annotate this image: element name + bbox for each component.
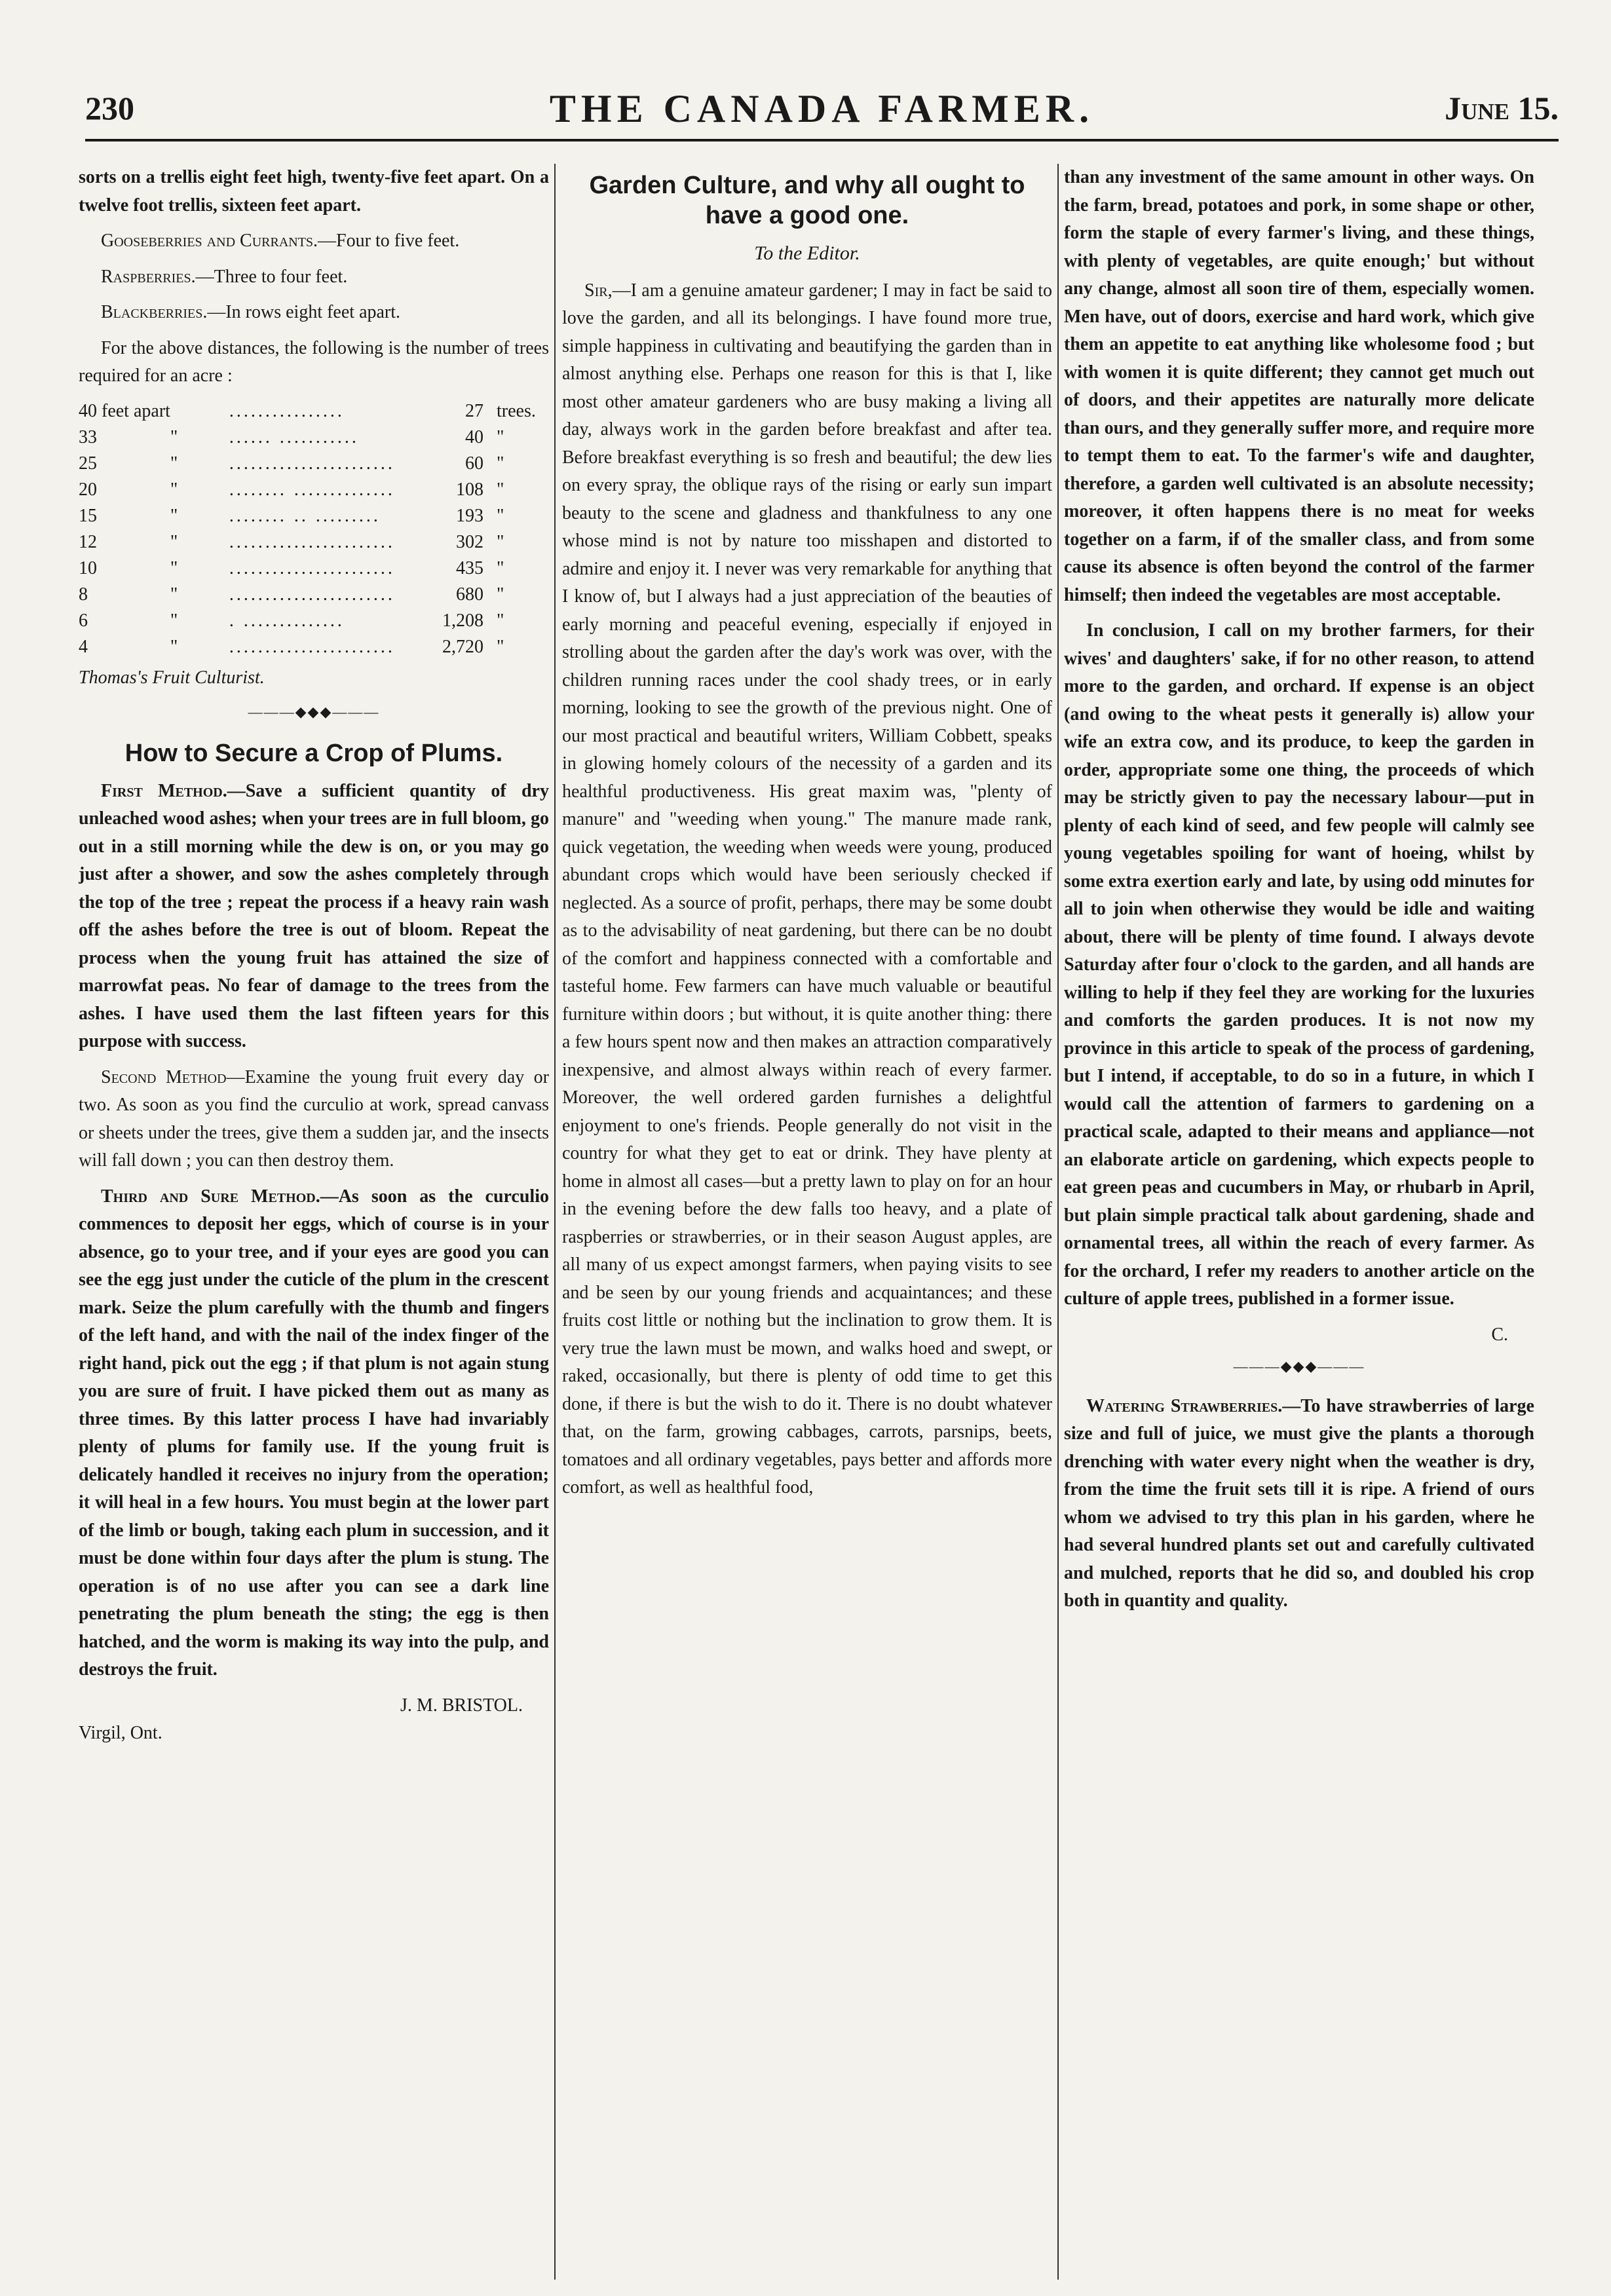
- row-count: 2,720: [442, 636, 483, 657]
- section-ornament: ———◆◆◆———: [248, 704, 380, 720]
- plums-heading: How to Secure a Crop of Plums.: [124, 739, 503, 767]
- garden-letter-text: —I am a genuine amateur gardener; I may in fact be said to love the garden, and all its belongings. I have found more true, simple happiness in cultivating and beautifying the garden than in almost anything else. Perhaps one reason for this is that I, like most other amateur gardeners who are busy making a living all day, always work in the garden before breakfast and after tea. Before breakfast everything is so fresh and beautiful; the dew lies on every spray, the oblique rays of the rising or early sun impart beauty to the scene and gladness and thankfulness to any one whose mind is not by nature too misshapen and distorted to admire and enjoy it. I never was very remarkable for anything that I know of, but I always had a just appreciation of the beauties of early morning and peaceful evening, especially if enjoyed in strolling about the garden after the day's work was over, with the children running races under the cool shady trees, or in early morning, looking to see the growth of the previous night. One of our most practical and beautiful writers, William Cobbett, speaks in glowing homely colours of the necessity of a garden and its healthful productiveness. His great maxim was, "plenty of manure" and "weeding when young." The manure made rank, quick vegetation, the weeding when weeds were young, produced abundant crops which would have been seriously checked if neglected. As a source of profit, perhaps, there may be some doubt as to the advisability of neat gardening, but there can be no doubt of the comfort and happiness connected with a comfortable and tasteful home. Few farmers can have much valuable or beautiful furniture within doors ; but without, it is quite another thing: there a few hours spent now and then makes an attraction comparatively inexpensive, and almost always within reach of every farmer. Moreover, the well ordered garden furnishes a delightful enjoyment to one's friends. People generally do not visit in the country for what they get to eat or drink. They have plenty at home in almost all cases—but a pretty lawn to play on for an hour in the evening before the dew falls too heavy, and a plate of raspberries or strawberries, or in their season August apples, are all many of us expect amongst farmers, when paying visits to see and be seen by our young friends and acquaintances; and these fruits cost little or nothing but the inclination to grow them. It is very true the lawn must be mown, and walks hoed and swept, or raked, occasionally, but there is plenty of odd time to get this done, if there is but the wish to do it. There is no doubt whatever that, on the farm, growing cabbages, carrots, parsnips, beets, tomatoes and all ordinary vegetables, pays better and affords more comfort, as well as healthful food,: [562, 280, 1052, 1497]
- second-method-lead: Second Method: [101, 1066, 227, 1087]
- row-leader: ................: [229, 400, 345, 421]
- bristol-signature: J. M. BRISTOL.: [400, 1695, 523, 1716]
- watering-lead: Watering Strawberries.: [1086, 1395, 1283, 1416]
- row-ditto: ": [170, 453, 178, 474]
- trees-per-acre-table: [79, 398, 549, 660]
- row-feet: 12: [79, 531, 97, 552]
- row-feet: 20: [79, 479, 97, 500]
- row-leader: ........ .. .........: [229, 505, 381, 526]
- third-method-lead: Third and Sure Method.: [101, 1186, 320, 1207]
- row-leader: .......................: [229, 557, 395, 578]
- row-leader: . ..............: [229, 610, 345, 631]
- first-method-lead: First Method.: [101, 780, 227, 801]
- row-feet: 4: [79, 636, 88, 657]
- row-ditto: ": [170, 557, 178, 578]
- raspberries-text: —Three to four feet.: [195, 266, 348, 287]
- letter-signature: C.: [1491, 1324, 1508, 1345]
- conclusion-paragraph: In conclusion, I call on my brother farmers, for their wives' and daughters' sake, if for no other reason, to attend more to the garden, and orchard. If expense is an object (and owing to the wheat pests it generally is) allow your wife an extra cow, and its produce, to keep the garden in order, appropriate some one thing, the proceeds of which may be strictly given to pay the necessary labour—put in plenty of each kind of seed, and few people will calmly see young vegetables spoiling for want of hoeing, whilst by some extra exertion early and late, by using odd minutes for all to join when otherwise they would be idle and waiting about, there will be plenty of time found. I always devote Saturday after four o'clock to the garden, and all hands are willing to help if they feel they are working for the luxuries and comforts the garden produces. It is not now my province in this article to speak of the process of gardening, but I intend, if acceptable, to do so in a future, in which I would call the attention of farmers to gardening on a practical scale, adapted to their means and appliance—not an elaborate article on gardening, which expects people to eat green peas and cucumbers in May, or rhubarb in April, but plain simple practical talk about gardening, shade and ornamental trees, all within the reach of every farmer. As for the orchard, I refer my readers to another article on the culture of apple trees, published in a former issue.: [1064, 620, 1534, 1309]
- row-count: 27: [465, 400, 483, 421]
- row-count: 435: [456, 557, 483, 578]
- garden-letter-paragraph: [562, 277, 1052, 1502]
- page-number: 230: [85, 90, 134, 126]
- watering-paragraph: [1064, 1393, 1534, 1615]
- row-ditto: [170, 398, 229, 424]
- row-ditto: ": [170, 636, 178, 657]
- salutation: Sir,: [584, 280, 613, 301]
- row-leader: .......................: [229, 531, 395, 552]
- row-ditto: ": [170, 584, 178, 605]
- blackberries-text: —In rows eight feet apart.: [207, 302, 401, 322]
- column-1: [79, 164, 549, 2260]
- row-count: 302: [456, 531, 483, 552]
- row-count: 108: [456, 479, 483, 500]
- acre-intro: For the above distances, the following is the number of trees required for an acre :: [79, 337, 549, 386]
- table-row: [79, 477, 549, 503]
- column-2: [562, 164, 1052, 2260]
- row-ditto: ": [170, 610, 178, 631]
- column-3: [1064, 164, 1534, 2260]
- masthead: [85, 86, 1559, 141]
- table-row: [79, 451, 549, 477]
- row-ditto: ": [170, 479, 178, 500]
- second-method-text: —Examine the young fruit every day or two. As soon as you find the curculio at work, spread canvass or sheets under the trees, give them a sudden jar, and the insects will fall down ; you can then destroy them.: [79, 1066, 549, 1171]
- row-feet: 6: [79, 610, 88, 631]
- table-row: [79, 529, 549, 555]
- row-count: 680: [456, 584, 483, 605]
- row-ditto: ": [170, 531, 178, 552]
- row-unit: ": [497, 557, 504, 578]
- row-count: 40: [465, 426, 483, 447]
- row-unit: ": [497, 479, 504, 500]
- issue-date: June 15.: [1445, 90, 1559, 126]
- third-method-text: —As soon as the curculio commences to deposit her eggs, which of course is in your absence, go to your tree, and if your eyes are good you can see the egg just under the cuticle of the plum in the crescent mark. Seize the plum carefully with the thumb and fingers of the left hand, and with the nail of the index finger of the right hand, pick out the egg ; if that plum is not again stung you are sure of fruit. I have picked them out as many as three times. By this latter process I have had invariably plenty of plums for family use. If the young fruit is delicately handled it receives no injury from the operation; it will heal in a few hours. You must begin at the lower part of the limb or bough, taking each plum in succession, and it must be done within four days after the plum is stung. The operation is of no use after you can see a dark line penetrating the plum beneath the sting; the egg is then hatched, and the worm is making its way into the pulp, and destroys the fruit.: [79, 1186, 549, 1680]
- row-unit: ": [497, 453, 504, 474]
- raspberries-paragraph: [79, 263, 549, 292]
- garden-culture-heading: Garden Culture, and why all ought to have a good one.: [589, 172, 1025, 229]
- gooseberries-paragraph: [79, 227, 549, 255]
- row-feet: 33: [79, 426, 97, 447]
- to-the-editor: To the Editor.: [754, 242, 860, 264]
- row-ditto: ": [170, 505, 178, 526]
- row-feet: 8: [79, 584, 88, 605]
- signature-place: Virgil, Ont.: [79, 1723, 162, 1743]
- table-row: [79, 634, 549, 660]
- table-row: [79, 555, 549, 582]
- row-leader: ...... ...........: [229, 426, 359, 447]
- row-unit: ": [497, 610, 504, 631]
- table-row: [79, 608, 549, 634]
- table-row: [79, 582, 549, 608]
- blackberries-lead: Blackberries.: [101, 302, 208, 322]
- row-leader: .......................: [229, 636, 395, 657]
- row-count: 1,208: [442, 610, 483, 631]
- source-citation: Thomas's Fruit Culturist.: [79, 667, 265, 688]
- row-count: 60: [465, 453, 483, 474]
- row-unit: ": [497, 426, 504, 447]
- table-row: [79, 424, 549, 451]
- table-row: [79, 398, 549, 424]
- column-rule-1: [554, 164, 556, 2280]
- row-unit: ": [497, 505, 504, 526]
- row-ditto: ": [170, 426, 178, 447]
- trellis-paragraph: sorts on a trellis eight feet high, twenty-five feet apart. On a twelve foot trellis, sixteen feet apart.: [79, 167, 549, 216]
- row-feet: 15: [79, 505, 97, 526]
- first-method-text: —Save a sufficient quantity of dry unleached wood ashes; when your trees are in full bloom, go out in a still morning while the dew is on, or you may go just after a shower, and sow the ashes completely through the top of the tree ; repeat the process if a heavy rain wash off the ashes before the tree is out of bloom. Repeat the process when the young fruit has attained the size of marrowfat peas. No fear of damage to the trees from the ashes. I have used them the last fifteen years for this purpose with success.: [79, 780, 549, 1051]
- raspberries-lead: Raspberries.: [101, 266, 196, 287]
- gooseberries-lead: Gooseberries and Currants.: [101, 231, 318, 251]
- row-leader: ........ ..............: [229, 479, 395, 500]
- third-method-paragraph: [79, 1183, 549, 1684]
- row-feet: 25: [79, 453, 97, 474]
- row-feet: 40 feet apart: [79, 400, 170, 421]
- row-leader: .......................: [229, 584, 395, 605]
- gooseberries-text: —Four to five feet.: [318, 231, 460, 251]
- row-count: 193: [456, 505, 483, 526]
- column-rule-2: [1057, 164, 1059, 2280]
- row-feet: 10: [79, 557, 97, 578]
- table-row: [79, 503, 549, 529]
- row-unit: ": [497, 584, 504, 605]
- blackberries-paragraph: [79, 299, 549, 327]
- row-leader: .......................: [229, 453, 395, 474]
- second-method-paragraph: [79, 1064, 549, 1175]
- row-unit: ": [497, 636, 504, 657]
- section-ornament-2: ———◆◆◆———: [1233, 1358, 1365, 1374]
- row-unit: trees.: [497, 400, 536, 421]
- newspaper-title: THE CANADA FARMER.: [549, 87, 1095, 130]
- first-method-paragraph: [79, 778, 549, 1056]
- row-unit: ": [497, 531, 504, 552]
- watering-text: —To have strawberries of large size and full of juice, we must give the plants a thorough drenching with water every night when the weather is dry, from the time the fruit sets till it is ripe. A friend of ours whom we advised to try this plan in his garden, where he had several hundred plants set out and carefully cultivated and mulched, reports that he did so, and doubled his crop both in quantity and quality.: [1064, 1395, 1534, 1611]
- garden-letter-continued: than any investment of the same amount in other ways. On the farm, bread, potatoes and pork, in some shape or other, form the staple of every farmer's living, and these things, with plenty of vegetables, are quite enough;' but without any change, almost all soon tire of them, especially women. Men have, out of doors, exercise and hard work, which give them an appetite to eat anything like wholesome food ; but with women it is quite different; they cannot get much out of doors, and their appetites are naturally more delicate than ours, and they generally suffer more, and require more to tempt them to eat. To the farmer's wife and daughter, therefore, a garden well cultivated is an absolute necessity; moreover, it often happens there is no meat for weeks together on a farm, if of the smaller class, and from some cause its absence is often beyond the control of the farmer himself; then indeed the vegetables are most acceptable.: [1064, 167, 1534, 605]
